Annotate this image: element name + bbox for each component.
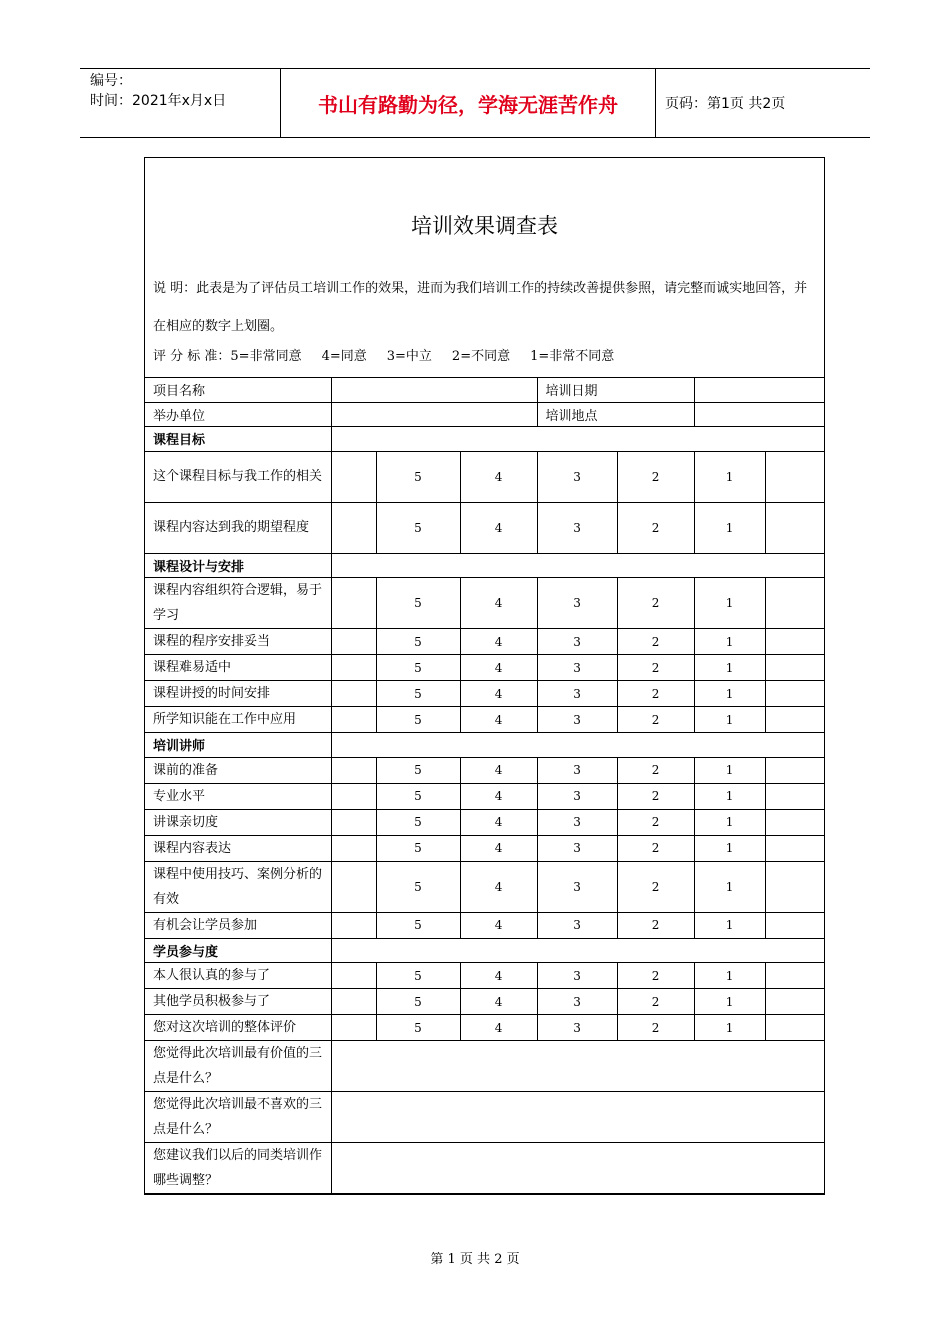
rating-option-1[interactable]: 1: [694, 912, 765, 938]
training-date-field[interactable]: [694, 378, 824, 403]
rating-option-2[interactable]: 2: [617, 655, 694, 681]
section-row: [145, 427, 824, 452]
rating-option-5[interactable]: 5: [376, 783, 460, 809]
rating-option-5[interactable]: 5: [376, 578, 460, 629]
form-description: 说 明：此表是为了评估员工培训工作的效果，进而为我们培训工作的持续改善提供参照，请完整而诚实地回答，并在相应的数字上划圈。: [153, 281, 808, 334]
rating-option-2[interactable]: 2: [617, 783, 694, 809]
section-title: 课程设计与安排: [145, 553, 331, 578]
question-text: 所学知识能在工作中应用: [145, 707, 331, 733]
scale-item: 5=非常同意: [230, 349, 302, 364]
rating-option-5[interactable]: 5: [376, 861, 460, 912]
rating-scale: [153, 345, 634, 364]
rating-option-2[interactable]: 2: [617, 757, 694, 783]
project-name-field[interactable]: [331, 378, 537, 403]
rating-option-2[interactable]: 2: [617, 681, 694, 707]
rating-spacer: [331, 783, 376, 809]
rating-option-3[interactable]: 3: [537, 835, 617, 861]
scale-item: 4=同意: [321, 349, 367, 364]
rating-option-4[interactable]: 4: [460, 1015, 537, 1041]
rating-spacer: [331, 1015, 376, 1041]
code-label: 编号：: [90, 73, 132, 89]
training-location-label: 培训地点: [537, 402, 694, 427]
question-text: 这个课程目标与我工作的相关: [145, 451, 331, 502]
time-label: 时间：2021年x月x日: [90, 93, 227, 109]
rating-option-5[interactable]: 5: [376, 451, 460, 502]
rating-spacer: [331, 629, 376, 655]
question-row: [145, 963, 824, 989]
rating-spacer: [331, 655, 376, 681]
rating-spacer: [331, 835, 376, 861]
rating-option-3[interactable]: 3: [537, 578, 617, 629]
open-question-text: 您觉得此次培训最有价值的三点是什么？: [145, 1041, 331, 1092]
rating-spacer: [765, 835, 824, 861]
header-page-label: 页码：第1页 共2页: [665, 96, 786, 112]
rating-spacer: [331, 757, 376, 783]
rating-option-4[interactable]: 4: [460, 707, 537, 733]
rating-option-1[interactable]: 1: [694, 835, 765, 861]
page-header: [80, 68, 870, 138]
rating-spacer: [765, 809, 824, 835]
section-title: 课程目标: [145, 427, 331, 452]
rating-option-1[interactable]: 1: [694, 502, 765, 553]
form-intro: [145, 158, 824, 377]
rating-option-5[interactable]: 5: [376, 757, 460, 783]
section-blank: [331, 553, 824, 578]
question-row: [145, 809, 824, 835]
question-row: [145, 681, 824, 707]
rating-spacer: [765, 451, 824, 502]
rating-option-3[interactable]: 3: [537, 655, 617, 681]
rating-option-4[interactable]: 4: [460, 578, 537, 629]
training-date-label: 培训日期: [537, 378, 694, 403]
scale-item: 3=中立: [386, 349, 432, 364]
rating-option-4[interactable]: 4: [460, 757, 537, 783]
rating-spacer: [331, 809, 376, 835]
rating-spacer: [331, 989, 376, 1015]
rating-option-1[interactable]: 1: [694, 989, 765, 1015]
rating-spacer: [765, 757, 824, 783]
question-text: 您对这次培训的整体评价: [145, 1015, 331, 1041]
rating-spacer: [765, 629, 824, 655]
header-meta: [80, 69, 280, 137]
rating-option-2[interactable]: 2: [617, 1015, 694, 1041]
section-blank: [331, 733, 824, 758]
rating-option-2[interactable]: 2: [617, 835, 694, 861]
rating-option-1[interactable]: 1: [694, 1015, 765, 1041]
open-question-row: [145, 1092, 824, 1143]
rating-spacer: [765, 655, 824, 681]
rating-option-5[interactable]: 5: [376, 912, 460, 938]
survey-form: [144, 157, 825, 1195]
rating-option-4[interactable]: 4: [460, 912, 537, 938]
question-row: [145, 707, 824, 733]
rating-option-5[interactable]: 5: [376, 989, 460, 1015]
question-row: [145, 451, 824, 502]
rating-spacer: [765, 912, 824, 938]
rating-option-5[interactable]: 5: [376, 835, 460, 861]
rating-option-3[interactable]: 3: [537, 912, 617, 938]
rating-spacer: [331, 681, 376, 707]
rating-spacer: [765, 963, 824, 989]
rating-option-3[interactable]: 3: [537, 783, 617, 809]
open-question-text: 您觉得此次培训最不喜欢的三点是什么？: [145, 1092, 331, 1143]
open-question-row: [145, 1143, 824, 1194]
rating-option-3[interactable]: 3: [537, 451, 617, 502]
question-text: 有机会让学员参加: [145, 912, 331, 938]
rating-option-2[interactable]: 2: [617, 707, 694, 733]
question-row: [145, 861, 824, 912]
rating-spacer: [765, 1015, 824, 1041]
rating-spacer: [765, 681, 824, 707]
section-row: [145, 938, 824, 963]
question-row: [145, 912, 824, 938]
rating-option-5[interactable]: 5: [376, 707, 460, 733]
rating-option-1[interactable]: 1: [694, 629, 765, 655]
rating-option-5[interactable]: 5: [376, 963, 460, 989]
rating-option-3[interactable]: 3: [537, 707, 617, 733]
rating-spacer: [331, 502, 376, 553]
rating-option-4[interactable]: 4: [460, 681, 537, 707]
scale-label: 评 分 标 准：: [153, 349, 231, 364]
rating-option-2[interactable]: 2: [617, 912, 694, 938]
rating-option-2[interactable]: 2: [617, 629, 694, 655]
rating-option-1[interactable]: 1: [694, 783, 765, 809]
question-text: 课程讲授的时间安排: [145, 681, 331, 707]
question-row: [145, 835, 824, 861]
rating-option-2[interactable]: 2: [617, 502, 694, 553]
open-answer-field[interactable]: [331, 1041, 824, 1092]
section-title: 学员参与度: [145, 938, 331, 963]
section-title: 培训讲师: [145, 733, 331, 758]
open-answer-field[interactable]: [331, 1092, 824, 1143]
rating-option-4[interactable]: 4: [460, 502, 537, 553]
rating-option-2[interactable]: 2: [617, 451, 694, 502]
question-text: 课程内容表达: [145, 835, 331, 861]
rating-option-5[interactable]: 5: [376, 1015, 460, 1041]
rating-option-4[interactable]: 4: [460, 835, 537, 861]
open-answer-field[interactable]: [331, 1143, 824, 1194]
rating-option-2[interactable]: 2: [617, 578, 694, 629]
rating-option-2[interactable]: 2: [617, 963, 694, 989]
rating-option-3[interactable]: 3: [537, 757, 617, 783]
rating-option-4[interactable]: 4: [460, 451, 537, 502]
question-row: [145, 629, 824, 655]
rating-option-4[interactable]: 4: [460, 989, 537, 1015]
rating-option-1[interactable]: 1: [694, 681, 765, 707]
rating-option-3[interactable]: 3: [537, 629, 617, 655]
rating-option-4[interactable]: 4: [460, 655, 537, 681]
open-question-row: [145, 1041, 824, 1092]
rating-option-4[interactable]: 4: [460, 629, 537, 655]
rating-option-3[interactable]: 3: [537, 963, 617, 989]
info-row: [145, 378, 824, 403]
rating-option-4[interactable]: 4: [460, 809, 537, 835]
rating-option-1[interactable]: 1: [694, 809, 765, 835]
header-motto: 书山有路勤为径，学海无涯苦作舟: [280, 69, 656, 137]
question-row: [145, 1015, 824, 1041]
page-footer: 第 1 页 共 2 页: [430, 1252, 520, 1267]
scale-item: 1=非常不同意: [530, 349, 615, 364]
rating-spacer: [765, 578, 824, 629]
question-text: 课前的准备: [145, 757, 331, 783]
rating-spacer: [331, 963, 376, 989]
rating-option-5[interactable]: 5: [376, 655, 460, 681]
rating-option-3[interactable]: 3: [537, 681, 617, 707]
section-blank: [331, 427, 824, 452]
rating-option-3[interactable]: 3: [537, 809, 617, 835]
question-text: 课程中使用技巧、案例分析的有效: [145, 861, 331, 912]
rating-spacer: [331, 578, 376, 629]
info-row: [145, 402, 824, 427]
question-row: [145, 989, 824, 1015]
rating-spacer: [765, 989, 824, 1015]
rating-spacer: [331, 912, 376, 938]
rating-spacer: [331, 451, 376, 502]
rating-option-5[interactable]: 5: [376, 681, 460, 707]
section-blank: [331, 938, 824, 963]
organizer-label: 举办单位: [145, 402, 331, 427]
question-row: [145, 757, 824, 783]
rating-spacer: [765, 783, 824, 809]
rating-option-3[interactable]: 3: [537, 502, 617, 553]
section-row: [145, 733, 824, 758]
organizer-field[interactable]: [331, 402, 537, 427]
question-row: [145, 783, 824, 809]
question-text: 课程内容组织符合逻辑，易于学习: [145, 578, 331, 629]
question-row: [145, 655, 824, 681]
question-row: [145, 578, 824, 629]
question-row: [145, 502, 824, 553]
rating-spacer: [765, 707, 824, 733]
rating-option-3[interactable]: 3: [537, 989, 617, 1015]
training-location-field[interactable]: [694, 402, 824, 427]
rating-option-2[interactable]: 2: [617, 861, 694, 912]
rating-option-4[interactable]: 4: [460, 861, 537, 912]
section-row: [145, 553, 824, 578]
rating-option-4[interactable]: 4: [460, 963, 537, 989]
question-text: 专业水平: [145, 783, 331, 809]
form-title: 培训效果调查表: [411, 214, 558, 238]
rating-option-1[interactable]: 1: [694, 861, 765, 912]
survey-table: [145, 377, 824, 1194]
scale-item: 2=不同意: [451, 349, 511, 364]
question-text: 课程难易适中: [145, 655, 331, 681]
question-text: 本人很认真的参与了: [145, 963, 331, 989]
rating-spacer: [331, 707, 376, 733]
project-name-label: 项目名称: [145, 378, 331, 403]
rating-option-5[interactable]: 5: [376, 809, 460, 835]
question-text: 讲课亲切度: [145, 809, 331, 835]
rating-option-4[interactable]: 4: [460, 783, 537, 809]
rating-option-5[interactable]: 5: [376, 502, 460, 553]
rating-spacer: [765, 861, 824, 912]
rating-option-1[interactable]: 1: [694, 578, 765, 629]
question-text: 课程的程序安排妥当: [145, 629, 331, 655]
question-text: 其他学员积极参与了: [145, 989, 331, 1015]
rating-option-5[interactable]: 5: [376, 629, 460, 655]
rating-option-2[interactable]: 2: [617, 809, 694, 835]
rating-option-1[interactable]: 1: [694, 655, 765, 681]
rating-spacer: [765, 502, 824, 553]
rating-option-2[interactable]: 2: [617, 989, 694, 1015]
rating-option-1[interactable]: 1: [694, 963, 765, 989]
rating-option-3[interactable]: 3: [537, 861, 617, 912]
rating-option-3[interactable]: 3: [537, 1015, 617, 1041]
question-text: 课程内容达到我的期望程度: [145, 502, 331, 553]
rating-option-1[interactable]: 1: [694, 707, 765, 733]
open-question-text: 您建议我们以后的同类培训作哪些调整？: [145, 1143, 331, 1194]
rating-spacer: [331, 861, 376, 912]
rating-option-1[interactable]: 1: [694, 451, 765, 502]
rating-option-1[interactable]: 1: [694, 757, 765, 783]
